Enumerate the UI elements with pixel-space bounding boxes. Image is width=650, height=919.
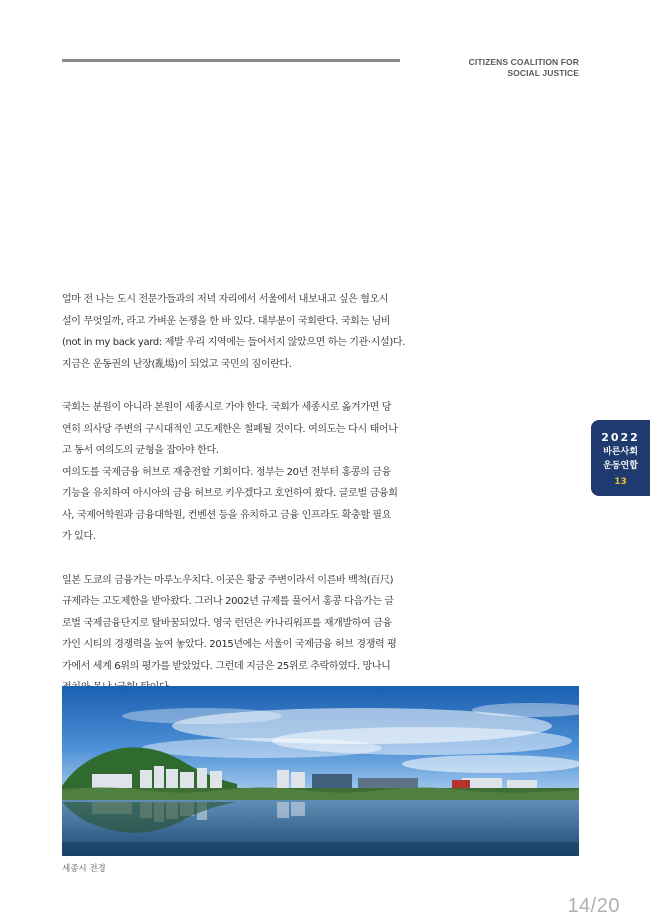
photo-caption: 세종시 전경 — [62, 864, 106, 874]
text-line: 가인 시티의 경쟁력을 높여 놓았다. 2015년에는 서울이 국제금융 허브 경쟁력 평 — [62, 639, 397, 650]
text-line: 규제라는 고도제한을 받아왔다. 그러나 2002년 규제를 풀어서 홍콩 다음가는 글 — [62, 596, 394, 607]
paragraph-4 — [62, 570, 402, 699]
organization-name-line1: CITIZENS COALITION FOR — [468, 57, 579, 67]
page-number: 14/20 — [567, 895, 620, 917]
text-line: 사, 국제어학원과 금융대학원, 컨벤션 등을 유치하고 금융 인프라도 확충할 필요 — [62, 509, 392, 521]
side-tab-name-line1: 바른사회 — [603, 447, 638, 457]
text-line: 고 동서 여의도의 균형을 잡아야 한다. — [62, 445, 219, 456]
article-body — [62, 289, 406, 721]
paragraph-1 — [62, 289, 406, 375]
text-line: 국회는 분원이 아니라 본원이 세종시로 가야 한다. 국회가 세종시로 옮겨가면 당 — [62, 402, 392, 413]
text-line: 설이 무엇일까, 라고 가벼운 논쟁을 한 바 있다. 대부분이 국회란다. 국회는 님비 — [62, 315, 391, 327]
text-line: 기능을 유치하여 아시아의 금융 허브로 키우겠다고 호언하여 왔다. 글로벌 금융회 — [62, 488, 398, 499]
side-tab-badge — [591, 420, 650, 496]
text-line: 가 있다. — [62, 531, 96, 542]
text-line: 얼마 전 나는 도시 전문가들과의 저녁 자리에서 서울에서 내보내고 싶은 혐오시 — [62, 294, 389, 305]
text-line: 여의도를 국제금융 허브로 재충전할 기회이다. 정부는 20년 전부터 홍콩의 금융 — [62, 466, 391, 478]
text-line: 지금은 운동권의 난장(亂場)이 되었고 국민의 짐이란다. — [62, 358, 292, 370]
text-line: 연히 의사당 주변의 구시대적인 고도제한은 철폐될 것이다. 여의도는 다시 태어나 — [62, 423, 398, 435]
side-tab-year: 2022 — [601, 431, 640, 444]
text-line: (not in my back yard: 제발 우리 지역에는 들어서지 않았으면 하는 기관·시설)다. — [62, 337, 406, 348]
text-line: 로벌 국제금융단지로 탈바꿈되었다. 영국 런던은 카나리워프를 재개발하여 금융 — [62, 617, 392, 629]
side-tab-name-line2: 운동연합 — [603, 461, 638, 471]
organization-name-line2: SOCIAL JUSTICE — [507, 68, 579, 78]
organization-name — [469, 57, 579, 79]
text-line: 가에서 세계 6위의 평가를 받았었다. 그런데 지금은 25위로 추락하였다. 망나니 — [62, 660, 391, 672]
sejong-city-panorama-photo — [62, 686, 579, 856]
paragraph-2 — [62, 397, 402, 462]
text-line: 일본 도쿄의 금융가는 마루노우치다. 이곳은 황궁 주변이라서 이른바 백척(百尺) — [62, 574, 394, 586]
paragraph-3 — [62, 462, 402, 548]
header-rule — [62, 59, 400, 62]
side-tab-page: 13 — [614, 477, 627, 487]
